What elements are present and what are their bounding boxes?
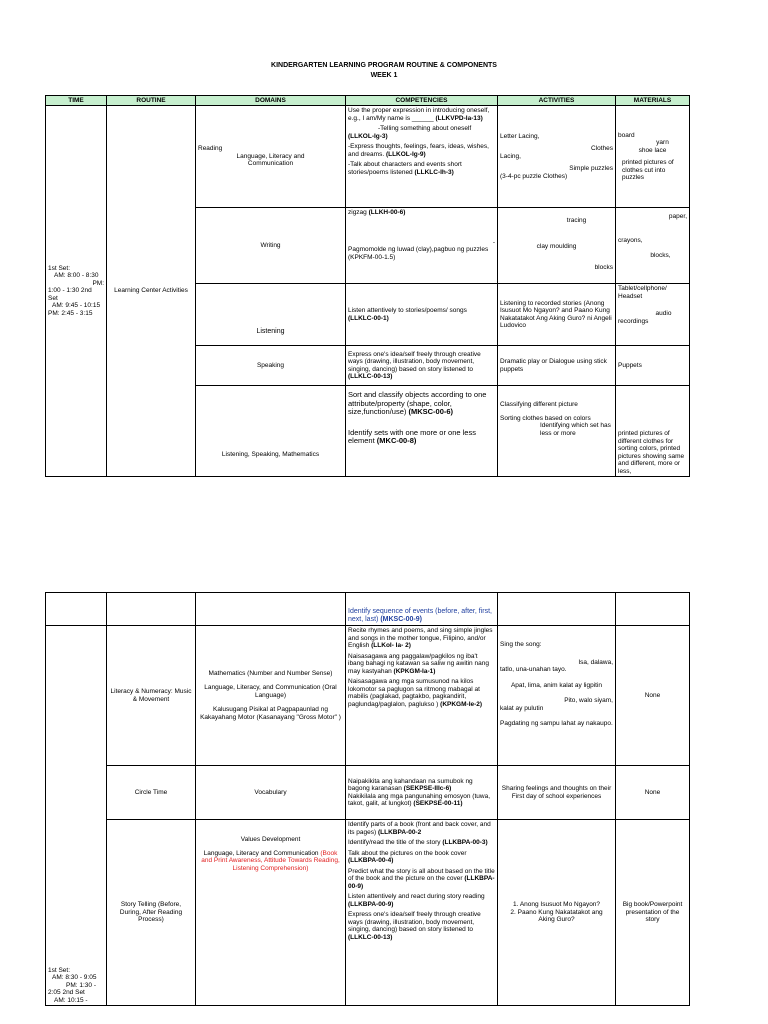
domain-text: Language, Literacy and Communication	[236, 152, 305, 168]
header-domains: DOMAINS	[196, 96, 346, 106]
activity-text: Pagdating ng sampu lahat ay nakaupo.	[500, 720, 613, 727]
activity-text: kalat ay pulutin	[500, 704, 544, 712]
competency-cell	[346, 820, 498, 1006]
material-cell: Big book/Powerpoint presentation of the story	[616, 820, 690, 1006]
competency-code: (LLKBPA-00-9)	[348, 900, 394, 908]
competency-cell	[346, 626, 498, 766]
material-cell: printed pictures of different clothes for sorting colors, printed pictures showing same and different, more or less,	[616, 386, 690, 477]
activity-cell	[498, 208, 616, 284]
activity-text: clay moulding	[536, 242, 577, 250]
time-line: Set	[48, 294, 58, 302]
week-label: WEEK 1	[370, 72, 398, 79]
time-line: AM: 8:30 - 9:05	[52, 974, 97, 981]
material-text: Tablet/cellphone/ Headset	[618, 285, 667, 300]
competency-code: (MKSC-00-6)	[408, 407, 454, 416]
competency-text: Express one's idea/self freely through creative ways (drawing, illustration, body movement, singing, dancing) based on story listened to	[348, 350, 481, 373]
activity-text: Sorting clothes based on colors	[500, 414, 591, 422]
activity-text: tatlo, una-unahan tayo.	[500, 666, 567, 673]
competency-cell	[346, 386, 498, 477]
competency-code: (LLKOL-Ig-3)	[348, 132, 388, 140]
competency-code: (LLKLC-00-1)	[348, 314, 389, 322]
activity-text: Clothes	[590, 145, 613, 153]
competency-text: Nakikilala ang mga pangunahing emosyon (tuwa, takot, galit, at lungkot)	[348, 792, 491, 807]
competency-text: -Telling something about oneself	[378, 125, 472, 132]
time-line: PM:	[92, 279, 104, 287]
document-title: KINDERGARTEN LEARNING PROGRAM ROUTINE & COMPONENTS	[271, 62, 497, 69]
time-cell	[46, 593, 107, 626]
competency-text: Talk about the pictures on the book cover	[348, 849, 467, 857]
competency-text: Identify sequence of events (before, after, first, next, last)	[348, 608, 492, 623]
activity-text: Simple puzzles	[569, 165, 613, 173]
domain-cell: Listening	[196, 284, 346, 346]
activity-text: Sing the song:	[500, 641, 542, 648]
activity-cell	[498, 593, 616, 626]
competency-text: zigzag	[348, 209, 367, 216]
competency-text: Identify parts of a book (front and back cover, and its pages)	[348, 821, 491, 836]
competency-text: Express one's idea/self freely through creative ways (drawing, illustration, body movement, singing, dancing) based on story listened to	[348, 911, 481, 933]
domain-cell	[196, 820, 346, 1006]
competency-code: (LLKBPA-00-3)	[442, 839, 488, 846]
competency-text: Listen attentively and react during story reading	[348, 893, 485, 900]
activity-text: Letter Lacing,	[500, 132, 540, 140]
domain-text: Kalusugang Pisikal at Pagpapaunlad ng Kakayahang Motor (Kasanayang "Gross Motor" )	[200, 706, 341, 721]
competency-cell	[346, 346, 498, 386]
material-text: yarn	[656, 139, 669, 146]
domain-text: Values Development	[240, 836, 301, 843]
competency-text: Predict what the story is all about based on the title of the book and the picture on the cover	[348, 867, 495, 882]
material-cell: None	[616, 626, 690, 766]
table-row	[46, 626, 690, 766]
material-cell	[616, 208, 690, 284]
competency-code: (LLKVPD-Ia-13)	[435, 114, 483, 122]
time-line: AM: 8:00 - 8:30	[54, 272, 99, 280]
competency-text: Naisasagawa ang mga sumusunod na kilos lokomotor sa paglugon sa ritmong mabagal at mabilis (paglakad, pagtakbo, pagkandirit, paglundag/paglalon, paglukso )	[348, 678, 480, 708]
header-time: TIME	[46, 96, 107, 106]
time-cell	[46, 626, 107, 1006]
competency-text: -Talk about characters and events short stories/poems listened	[348, 161, 462, 176]
competency-code: (LLKBPA-00-2	[378, 828, 422, 836]
competency-text: Pagmomolde ng luwad (clay),pagbuo ng puzzles (KPKFM-00-1.5)	[348, 246, 489, 261]
material-cell: Puppets	[616, 346, 690, 386]
time-line: AM: 10:15 -	[54, 996, 88, 1004]
table-row	[46, 106, 690, 208]
competency-code: (MKSC-00-9)	[380, 616, 422, 623]
domain-cell: Writing	[196, 208, 346, 284]
domain-cell: Vocabulary	[196, 766, 346, 820]
activity-text: Identifying which set has less or more	[540, 422, 611, 437]
competency-cell	[346, 284, 498, 346]
domain-text: Mathematics (Number and Number Sense)	[208, 669, 333, 677]
competency-code: (LLKH-00-6)	[368, 209, 406, 216]
header-materials: MATERIALS	[616, 96, 690, 106]
material-text: blocks,	[650, 252, 671, 259]
domain-text-highlight: (Book and Print Awareness, Attitude Towards Reading, Listening Comprehension)	[201, 849, 340, 872]
activity-text: Lacing,	[500, 152, 521, 160]
competency-code: (SEKPSE-00-11)	[413, 800, 463, 807]
competency-code: (LLKLC-Ih-3)	[414, 168, 454, 176]
competency-text: Naisasagawa ang paggalaw/pagkilos ng iba't ibang bahagi ng katawan sa saliw ng awitin nang may kastyahan	[348, 652, 489, 675]
domain-cell: Listening, Speaking, Mathematics	[196, 386, 346, 477]
header-routine: ROUTINE	[107, 96, 196, 106]
competency-code: (LLKBPA-00-9)	[348, 875, 495, 890]
competency-text: Recite rhymes and poems, and sing simple jingles and songs in the mother tongue, Filipino, and/or English	[348, 627, 493, 649]
header-activities: ACTIVITIES	[498, 96, 616, 106]
activity-cell: Dramatic play or Dialogue using stick puppets	[498, 346, 616, 386]
routine-cell: Literacy & Numeracy: Music & Movement	[107, 626, 196, 766]
material-cell: None	[616, 766, 690, 820]
competency-code: (LLKoI- Ia- 2)	[371, 642, 411, 649]
time-line: 1:00 - 1:30 2nd	[48, 287, 92, 295]
activity-cell	[498, 106, 616, 208]
activity-text: Apat, lima, anim kalat ay ligpitin	[510, 681, 603, 689]
domain-cell: Speaking	[196, 346, 346, 386]
domain-text: Language, Literacy, and Communication (Oral Language)	[204, 684, 337, 699]
competency-text: Identify sets with one more or one less element	[348, 427, 476, 445]
routine-cell: Circle Time	[107, 766, 196, 820]
activity-cell: Sharing feelings and thoughts on their First day of school experiences	[498, 766, 616, 820]
material-text: crayons,	[618, 236, 643, 244]
competency-code: (SEKPSE-IIIc-6)	[403, 785, 452, 792]
competency-text: Listen attentively to stories/poems/ songs	[348, 307, 467, 314]
domain-text: Language, Literacy and Communication	[203, 849, 319, 857]
domain-label: Reading	[198, 145, 223, 153]
material-text: audio	[655, 310, 672, 317]
activity-text: 2. Paano Kung Nakatatakot ang Aking Guro?	[510, 908, 603, 924]
material-cell	[616, 593, 690, 626]
activity-text: 1. Anong Isusuot Mo Ngayon?	[512, 901, 601, 909]
material-cell	[616, 106, 690, 208]
header-row	[46, 96, 690, 106]
competency-code: (LLKOL-Ig-9)	[385, 150, 426, 158]
domain-cell	[196, 593, 346, 626]
time-line: PM: 1:30 -	[66, 981, 96, 989]
material-text: recordings	[618, 317, 649, 325]
activity-text: Classifying different picture	[500, 401, 578, 408]
routine-cell: Learning Center Activities	[107, 106, 196, 477]
table-row	[46, 766, 690, 820]
competency-cell: zigzag (LLKH-00-6) - Pagmomolde ng luwad (clay),pagbuo ng puzzles (KPKFM-00-1.5)	[346, 208, 498, 284]
activity-text: Pito, walo siyam,	[564, 697, 613, 704]
time-line: 1st Set:	[48, 966, 71, 974]
routine-cell	[107, 593, 196, 626]
material-text: shoe lace	[638, 146, 667, 154]
activity-text: tracing	[566, 217, 587, 224]
routine-cell: Story Telling (Before, During, After Reading Process)	[107, 820, 196, 1006]
time-line: 1st Set:	[48, 264, 71, 272]
material-text: board	[618, 131, 635, 139]
activity-text: blocks	[594, 264, 613, 271]
activity-text: Isa, dalawa,	[578, 658, 613, 666]
competency-code: (MKC-00-8)	[376, 436, 417, 445]
competency-text: Identify/read the title of the story	[348, 839, 441, 846]
competency-text: Naipakikita ang kahandaan na sumubok ng bagong karanasan	[348, 777, 473, 792]
competency-text: -Express thoughts, feelings, fears, ideas, wishes, and dreams.	[348, 143, 489, 158]
material-cell	[616, 284, 690, 346]
domain-cell	[196, 626, 346, 766]
table-row	[46, 593, 690, 626]
competency-code: (LLKBPA-00-4)	[348, 857, 394, 864]
competency-code: (LLKLC-00-13)	[348, 933, 393, 941]
competency-code: (KPKGM-Ia-1)	[393, 667, 436, 675]
domain-cell	[196, 106, 346, 208]
routine-table-2	[45, 592, 690, 1006]
material-text: printed pictures of clothes cut into puzzles	[622, 159, 674, 181]
time-line: PM: 2:45 - 3:15	[48, 309, 93, 317]
competency-code: (KPKGM-Ie-2)	[440, 700, 483, 708]
material-text: paper,	[668, 213, 687, 220]
table-row	[46, 820, 690, 1006]
activity-cell	[498, 386, 616, 477]
competency-code: (LLKLC-00-13)	[348, 373, 393, 380]
routine-table-1	[45, 95, 690, 477]
competency-cell	[346, 106, 498, 208]
competency-text: Use the proper expression in introducing oneself, e.g., I am/My name is ______	[348, 107, 490, 122]
activity-cell	[498, 820, 616, 1006]
time-line: 2:05 2nd Set	[48, 989, 85, 996]
header-competencies: COMPETENCIES	[346, 96, 498, 106]
activity-cell	[498, 626, 616, 766]
activity-text: (3-4-pc puzzle Clothes)	[500, 172, 568, 180]
time-cell	[46, 106, 107, 477]
time-line: AM: 9:45 - 10:15	[52, 302, 101, 310]
competency-cell	[346, 593, 498, 626]
competency-cell	[346, 766, 498, 820]
activity-cell: Listening to recorded stories (Anong Isusuot Mo Ngayon? and Paano Kung Nakatatakot Ang Aking Guro? ni Angeli Ludovico	[498, 284, 616, 346]
competency-text: Sort and classify objects according to one attribute/property (shape, color, size,function/use)	[348, 390, 487, 416]
